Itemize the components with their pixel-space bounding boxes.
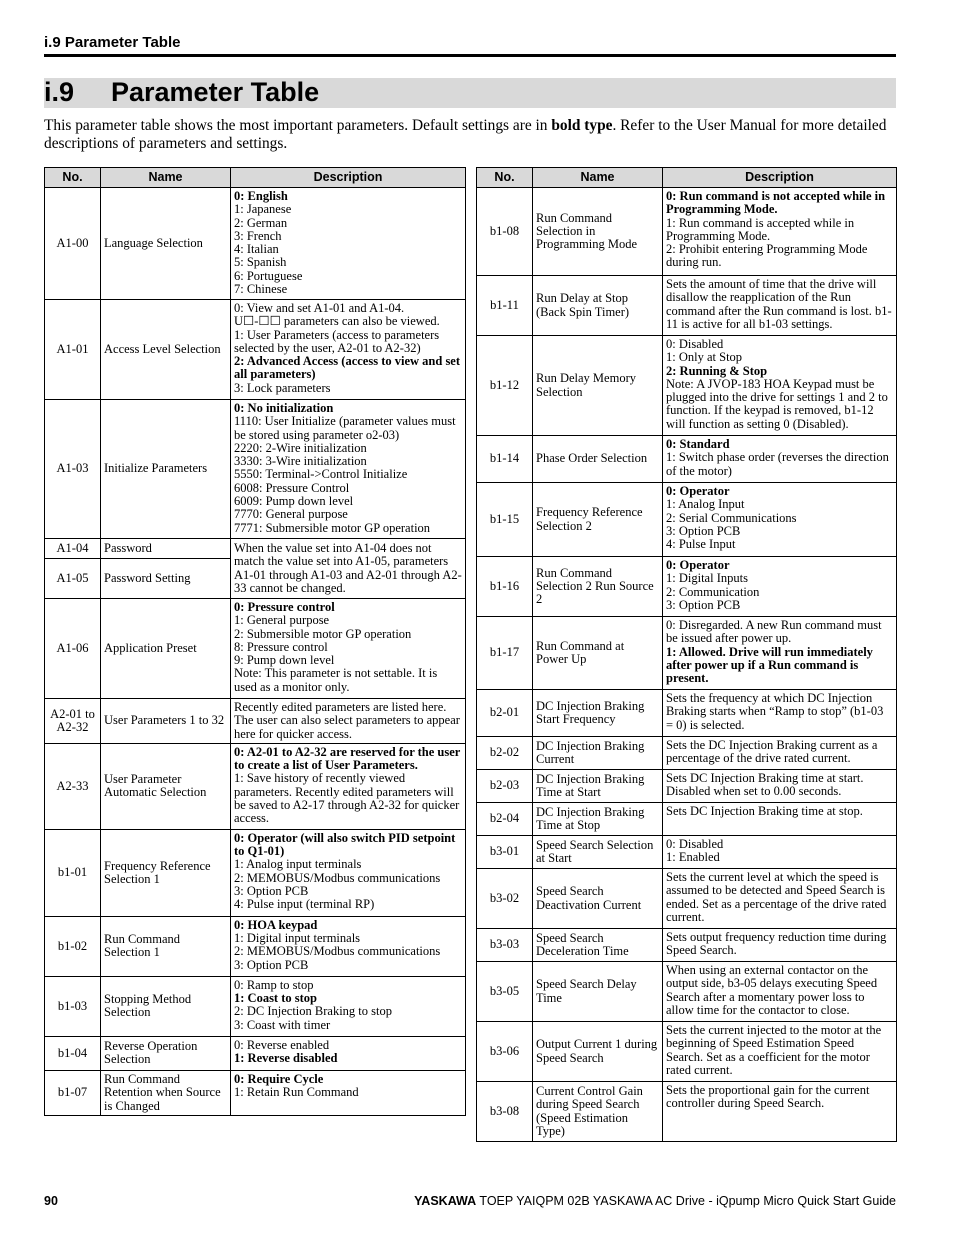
param-name: User Parameter Automatic Selection <box>101 743 231 829</box>
description-line: 7771: Submersible motor GP operation <box>234 520 431 535</box>
description-line: 2: Communication <box>666 584 760 599</box>
param-description <box>231 300 466 400</box>
param-number: A1-00 <box>45 188 101 300</box>
param-number: b1-17 <box>477 617 533 690</box>
description-line: 2: Prohibit entering Programming Mode during run. <box>666 242 868 270</box>
description-line: 3: Option PCB <box>234 957 309 972</box>
description-line: Sets the amount of time that the drive will disallow the reapplication of the Run command after the Run command is lost. b1-11 is active for all b1-03 settings. <box>666 277 892 331</box>
table-row <box>45 743 466 829</box>
description-line: 5: Spanish <box>234 255 287 270</box>
param-number: A1-01 <box>45 300 101 400</box>
description-line: 2: MEMOBUS/Modbus communications <box>234 944 441 959</box>
description-line: U☐-☐☐ parameters can also be viewed. <box>234 314 440 329</box>
param-description <box>663 770 897 803</box>
intro-paragraph <box>44 117 894 152</box>
description-line: 0: Standard <box>666 437 730 451</box>
intro-text-bold: bold type <box>551 117 613 134</box>
description-line: 1: Switch phase order (reverses the direction of the motor) <box>666 450 889 478</box>
param-description <box>663 336 897 436</box>
param-name: DC Injection Braking Start Frequency <box>533 690 663 737</box>
description-line: Sets the proportional gain for the current controller during Speed Search. <box>666 1083 870 1111</box>
param-name: Phase Order Selection <box>533 436 663 483</box>
description-line: 2: Serial Communications <box>666 510 797 525</box>
param-number: A1-03 <box>45 400 101 539</box>
param-name: DC Injection Braking Current <box>533 737 663 770</box>
param-number: b1-15 <box>477 483 533 557</box>
description-line: 1: Enabled <box>666 850 720 865</box>
param-description <box>663 188 897 276</box>
description-line: 6009: Pump down level <box>234 494 354 509</box>
table-row <box>477 803 897 836</box>
description-line: 1: Retain Run Command <box>234 1085 359 1100</box>
table-row <box>477 557 897 617</box>
table-row <box>477 436 897 483</box>
param-description <box>663 803 897 836</box>
param-description <box>231 539 466 599</box>
section-title: Parameter Table <box>111 77 320 107</box>
description-line: When the value set into A1-04 does not match the value set into A1-05, parameters A1-01 through A1-03 and A2-01 through A2-33 cannot be changed. <box>234 540 462 595</box>
table-row <box>477 188 897 276</box>
description-line: 1: Reverse disabled <box>234 1051 338 1066</box>
description-line: Sets the current level at which the speed is assumed to be detected and Speed Search is ended. Set as a percentage of the drive rated current. <box>666 870 887 924</box>
description-line: Note: This parameter is not settable. It is used as a monitor only. <box>234 666 438 694</box>
column-header-description: Description <box>663 168 897 188</box>
table-row <box>477 929 897 962</box>
description-line: 4: Italian <box>234 242 279 257</box>
table-row <box>477 483 897 557</box>
description-line: 0: Operator (will also switch PID setpoint to Q1-01) <box>234 830 456 859</box>
param-description <box>231 1070 466 1115</box>
description-line: 1: Digital input terminals <box>234 931 361 946</box>
param-number: b1-14 <box>477 436 533 483</box>
table-row <box>477 617 897 690</box>
param-description <box>663 1082 897 1142</box>
footer-brand: YASKAWA <box>414 1194 477 1208</box>
description-line: 1: Allowed. Drive will run immediately after power up if a Run command is present. <box>666 644 873 686</box>
param-description <box>663 617 897 690</box>
param-number: b3-03 <box>477 929 533 962</box>
table-header-row <box>45 168 466 188</box>
description-line: 3: French <box>234 228 282 243</box>
param-number: b3-08 <box>477 1082 533 1142</box>
param-name: Password <box>101 539 231 559</box>
table-row <box>477 737 897 770</box>
param-name: Run Command Selection 2 Run Source 2 <box>533 557 663 617</box>
header-rule <box>44 54 896 57</box>
table-row <box>477 336 897 436</box>
param-number: b1-12 <box>477 336 533 436</box>
description-line: 1: Only at Stop <box>666 350 743 365</box>
table-body <box>45 188 466 1116</box>
description-line: When using an external contactor on the output side, b3-05 delays executing Speed Search after a momentary power loss to allow time for the contactor to close. <box>666 963 878 1017</box>
param-name: DC Injection Braking Time at Start <box>533 770 663 803</box>
table-row <box>45 699 466 744</box>
description-line: 3: Option PCB <box>234 884 309 899</box>
param-name: Speed Search Deceleration Time <box>533 929 663 962</box>
description-line: 0: Disregarded. A new Run command must be issued after power up. <box>666 618 882 646</box>
description-line: 0: View and set A1-01 and A1-04. <box>234 301 405 315</box>
param-name: Language Selection <box>101 188 231 300</box>
param-number: b3-01 <box>477 836 533 869</box>
param-name: Run Delay at Stop (Back Spin Timer) <box>533 276 663 336</box>
description-line: Note: A JVOP-183 HOA Keypad must be plugged into the drive for settings 1 and 2 to function. If the keypad is removed, b1-12 will function as setting 0 (Disabled). <box>666 376 888 431</box>
description-line: 0: Run command is not accepted while in Programming Mode. <box>666 189 886 217</box>
param-name: Access Level Selection <box>101 300 231 400</box>
table-row <box>477 770 897 803</box>
table-row <box>45 188 466 300</box>
param-description <box>231 188 466 300</box>
param-number: b3-02 <box>477 869 533 929</box>
table-row <box>45 400 466 539</box>
description-line: 3: Option PCB <box>666 597 741 612</box>
table-row <box>45 976 466 1036</box>
param-name: Output Current 1 during Speed Search <box>533 1022 663 1082</box>
param-number: b1-01 <box>45 829 101 916</box>
description-line: 5550: Terminal->Control Initialize <box>234 467 408 482</box>
param-name: Run Command Selection in Programming Mode <box>533 188 663 276</box>
section-number: i.9 <box>44 77 75 107</box>
parameter-table-left <box>44 167 466 1116</box>
param-description <box>231 829 466 916</box>
param-description <box>231 743 466 829</box>
description-line: 2: Running & Stop <box>666 363 768 378</box>
param-name: Run Command at Power Up <box>533 617 663 690</box>
table-row <box>45 916 466 976</box>
table-body <box>477 188 897 1142</box>
param-description <box>231 599 466 699</box>
param-number: b1-07 <box>45 1070 101 1115</box>
param-name: Run Delay Memory Selection <box>533 336 663 436</box>
description-line: 6008: Pressure Control <box>234 480 350 495</box>
param-description <box>231 1036 466 1070</box>
description-line: Sets DC Injection Braking time at start. Disabled when set to 0.00 seconds. <box>666 771 864 799</box>
description-line: 1: General purpose <box>234 613 330 628</box>
description-line: 2: DC Injection Braking to stop <box>234 1004 392 1019</box>
footer-doc: TOEP YAIQPM 02B YASKAWA AC Drive - iQpump Micro Quick Start Guide <box>476 1194 896 1208</box>
table-row <box>45 1036 466 1070</box>
description-line: 0: Operator <box>666 484 730 498</box>
param-description <box>663 737 897 770</box>
description-line: 1: Analog Input <box>666 497 745 512</box>
table-row <box>477 869 897 929</box>
description-line: 1: Digital Inputs <box>666 571 748 586</box>
param-description <box>663 869 897 929</box>
param-number: b1-16 <box>477 557 533 617</box>
description-line: 8: Pressure control <box>234 639 328 654</box>
param-number: A2-01 to A2-32 <box>45 699 101 744</box>
param-number: b3-06 <box>477 1022 533 1082</box>
param-description <box>663 557 897 617</box>
description-line: 3330: 3-Wire initialization <box>234 454 367 469</box>
param-number: A1-05 <box>45 559 101 599</box>
param-name: Application Preset <box>101 599 231 699</box>
page-number: 90 <box>44 1194 58 1208</box>
running-header: i.9 Parameter Table <box>44 34 181 51</box>
description-line: 1: User Parameters (access to parameters selected by the user, A2-01 to A2-32) <box>234 327 440 355</box>
param-name: Current Control Gain during Speed Search (Speed Estimation Type) <box>533 1082 663 1142</box>
description-line: 0: Disabled <box>666 837 724 851</box>
description-line: 2: German <box>234 215 288 230</box>
description-line: 6: Portuguese <box>234 268 303 283</box>
param-name: Run Command Selection 1 <box>101 916 231 976</box>
description-line: 1110: User Initialize (parameter values must be stored using parameter o2-03) <box>234 414 456 442</box>
description-line: Sets the frequency at which DC Injection Braking starts when “Ramp to stop” (b1-03 = 0) is selected. <box>666 691 884 732</box>
table-row <box>45 599 466 699</box>
table-row <box>477 1022 897 1082</box>
param-name: Run Command Retention when Source is Changed <box>101 1070 231 1115</box>
param-number: b1-08 <box>477 188 533 276</box>
param-description <box>663 276 897 336</box>
column-header-no: No. <box>477 168 533 188</box>
param-number: b2-01 <box>477 690 533 737</box>
description-line: 9: Pump down level <box>234 653 335 668</box>
description-line: 3: Coast with timer <box>234 1017 331 1032</box>
table-row <box>45 539 466 559</box>
param-number: A1-06 <box>45 599 101 699</box>
description-line: 0: No initialization <box>234 401 334 415</box>
description-line: 0: HOA keypad <box>234 917 318 932</box>
description-line: Recently edited parameters are listed here. The user can also select parameters to appear here for quicker access. <box>234 700 460 741</box>
description-line: 2220: 2-Wire initialization <box>234 440 367 455</box>
description-line: 2: MEMOBUS/Modbus communications <box>234 870 441 885</box>
description-line: 2: Submersible motor GP operation <box>234 626 412 641</box>
description-line: 4: Pulse input (terminal RP) <box>234 897 375 912</box>
param-number: b2-02 <box>477 737 533 770</box>
param-description <box>231 976 466 1036</box>
description-line: 1: Coast to stop <box>234 991 317 1006</box>
param-description <box>663 1022 897 1082</box>
table-header-row <box>477 168 897 188</box>
column-header-name: Name <box>101 168 231 188</box>
param-number: b2-04 <box>477 803 533 836</box>
description-line: 1: Run command is accepted while in Programming Mode. <box>666 215 855 243</box>
table-row <box>477 276 897 336</box>
param-name: Frequency Reference Selection 1 <box>101 829 231 916</box>
description-line: 0: Operator <box>666 558 730 572</box>
param-name: User Parameters 1 to 32 <box>101 699 231 744</box>
param-name: Password Setting <box>101 559 231 599</box>
table-row <box>45 1070 466 1115</box>
footer-doc-title <box>414 1194 896 1208</box>
table-row <box>477 690 897 737</box>
param-description <box>663 962 897 1022</box>
table-row <box>45 300 466 400</box>
description-line: 7: Chinese <box>234 282 288 297</box>
description-line: Sets DC Injection Braking time at stop. <box>666 804 863 818</box>
intro-text-start: This parameter table shows the most important parameters. Default settings are in <box>44 117 552 134</box>
table-row <box>477 836 897 869</box>
intro-text-end: . Refer to the User Manual for more detailed descriptions of parameters and settings. <box>44 117 887 152</box>
param-name: Speed Search Selection at Start <box>533 836 663 869</box>
param-name: Initialize Parameters <box>101 400 231 539</box>
description-line: Sets the DC Injection Braking current as a percentage of the drive rated current. <box>666 738 878 766</box>
description-line: Sets output frequency reduction time during Speed Search. <box>666 930 887 958</box>
param-description <box>231 916 466 976</box>
column-header-description: Description <box>231 168 466 188</box>
description-line: 1: Japanese <box>234 202 292 217</box>
param-number: b1-11 <box>477 276 533 336</box>
param-description <box>663 690 897 737</box>
param-name: Stopping Method Selection <box>101 976 231 1036</box>
description-line: 0: English <box>234 189 288 203</box>
description-line: Sets the current injected to the motor at the beginning of Speed Estimation Speed Search. Set as a coefficient for the motor rated current. <box>666 1023 882 1077</box>
column-header-name: Name <box>533 168 663 188</box>
param-description <box>231 699 466 744</box>
param-number: b1-04 <box>45 1036 101 1070</box>
description-line: 0: Ramp to stop <box>234 977 314 992</box>
description-line: 0: Pressure control <box>234 600 335 614</box>
parameter-table-right <box>476 167 897 1142</box>
param-number: b1-03 <box>45 976 101 1036</box>
description-line: 2: Advanced Access (access to view and set all parameters) <box>234 354 461 382</box>
param-number: A2-33 <box>45 743 101 829</box>
param-name: Frequency Reference Selection 2 <box>533 483 663 557</box>
param-name: Speed Search Deactivation Current <box>533 869 663 929</box>
param-description <box>663 436 897 483</box>
param-name: DC Injection Braking Time at Stop <box>533 803 663 836</box>
table-row <box>477 1082 897 1142</box>
table-row <box>477 962 897 1022</box>
description-line: 0: Require Cycle <box>234 1071 324 1086</box>
table-row <box>45 829 466 916</box>
description-line: 4: Pulse Input <box>666 537 736 552</box>
param-name: Reverse Operation Selection <box>101 1036 231 1070</box>
description-line: 0: Reverse enabled <box>234 1037 330 1052</box>
param-description <box>663 929 897 962</box>
param-number: b1-02 <box>45 916 101 976</box>
description-line: 0: Disabled <box>666 337 724 351</box>
param-number: b3-05 <box>477 962 533 1022</box>
param-description <box>231 400 466 539</box>
column-header-no: No. <box>45 168 101 188</box>
param-description <box>663 836 897 869</box>
param-description <box>663 483 897 557</box>
description-line: 1: Save history of recently viewed parameters. Recently edited parameters will be saved to A2-17 through A2-32 for quicker access. <box>234 771 460 826</box>
description-line: 0: A2-01 to A2-32 are reserved for the user to create a list of User Parameters. <box>234 744 461 773</box>
param-number: A1-04 <box>45 539 101 559</box>
description-line: 7770: General purpose <box>234 507 348 522</box>
description-line: 3: Lock parameters <box>234 380 331 395</box>
description-line: 1: Analog input terminals <box>234 857 362 872</box>
param-name: Speed Search Delay Time <box>533 962 663 1022</box>
param-number: b2-03 <box>477 770 533 803</box>
description-line: 3: Option PCB <box>666 523 741 538</box>
